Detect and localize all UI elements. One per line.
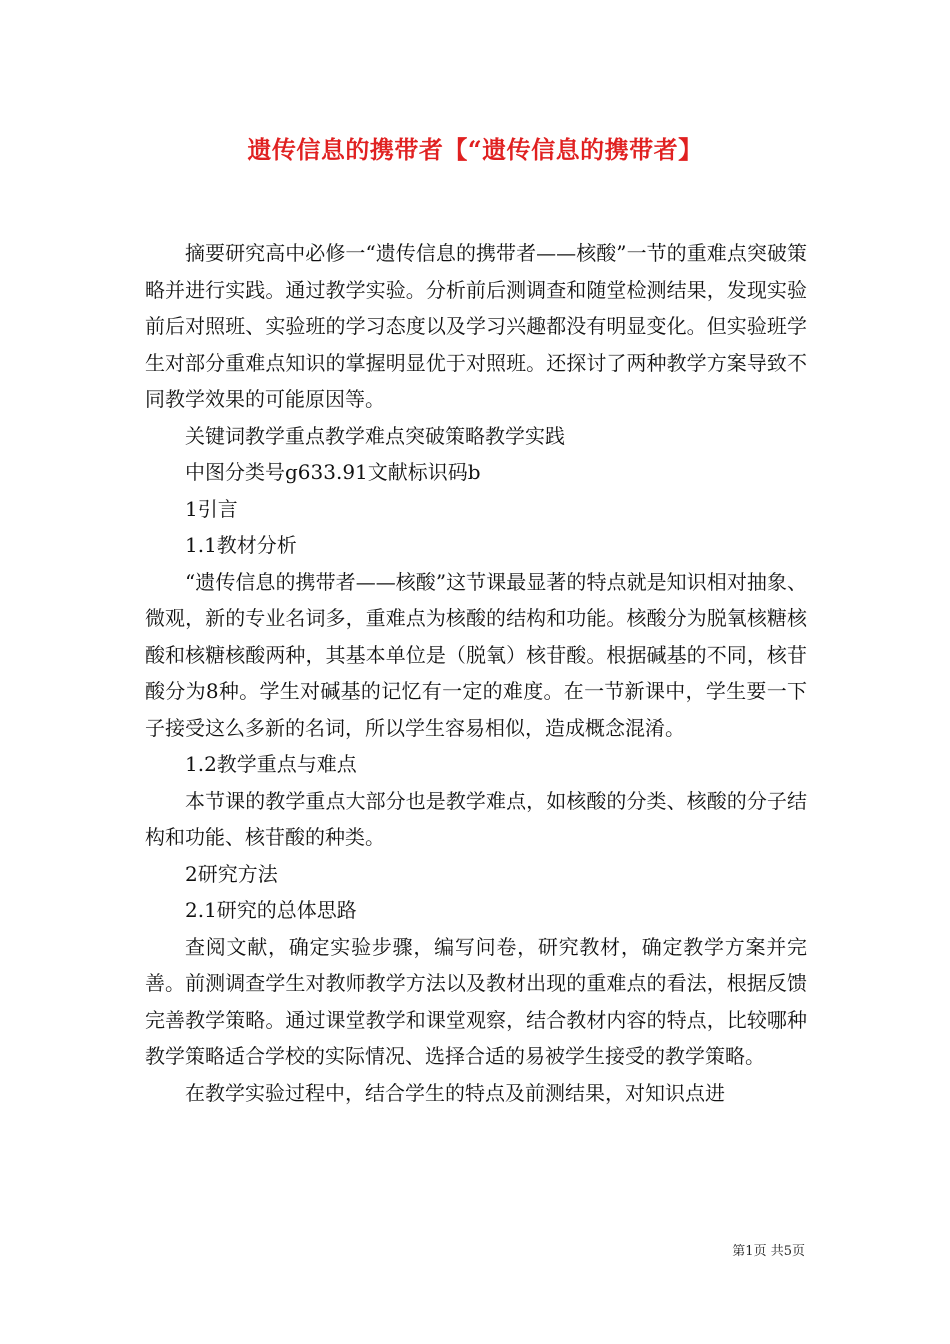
page-footer xyxy=(732,1240,805,1259)
keywords-line: 关键词教学重点教学难点突破策略教学实践 xyxy=(185,423,565,448)
abstract-paragraph: 摘要研究高中必修一“遗传信息的携带者——核酸”一节的重难点突破策略并进行实践。通过教学实验。分析前后测调查和随堂检测结果，发现实验前后对照班、实验班的学习态度以及学习兴趣都没有明显变化。但实验班学生对部分重难点知识的掌握明显优于对照班。还探讨了两种教学方案导致不同教学效果的可能原因等。 xyxy=(145,241,807,411)
experiment-paragraph: 在教学实验过程中，结合学生的特点及前测结果，对知识点进 xyxy=(185,1080,725,1105)
section-heading-intro: 1引言 xyxy=(185,496,238,521)
footer-prefix: 第 xyxy=(732,1244,746,1259)
section-heading-key-points: 1.2教学重点与难点 xyxy=(185,752,357,776)
page-title: 遗传信息的携带者【“遗传信息的携带者】 xyxy=(247,135,703,164)
footer-suffix: 页 xyxy=(791,1244,805,1259)
textbook-analysis-paragraph: “遗传信息的携带者——核酸”这节课最显著的特点就是知识相对抽象、微观，新的专业名词多，重难点为核酸的结构和功能。核酸分为脱氧核糖核酸和核糖核酸两种，其基本单位是（脱氧）核苷酸。根据碱基的不同，核苷酸分为8种。学生对碱基的记忆有一定的难度。在一节新课中，学生要一下子接受这么多新的名词，所以学生容易相似，造成概念混淆。 xyxy=(145,569,807,740)
classification-line: 中图分类号g633.91文献标识码b xyxy=(185,460,481,484)
footer-middle: 页 共 xyxy=(753,1244,784,1259)
section-heading-overall-approach: 2.1研究的总体思路 xyxy=(185,898,357,922)
key-points-paragraph: 本节课的教学重点大部分也是教学难点，如核酸的分类、核酸的分子结构和功能、核苷酸的种类。 xyxy=(145,788,807,849)
section-heading-textbook-analysis: 1.1教材分析 xyxy=(185,533,297,557)
section-heading-methods: 2研究方法 xyxy=(185,861,278,886)
overall-approach-paragraph: 查阅文献，确定实验步骤，编写问卷，研究教材，确定教学方案并完善。前测调查学生对教师教学方法以及教材出现的重难点的看法，根据反馈完善教学策略。通过课堂教学和课堂观察，结合教材内容的特点，比较哪种教学策略适合学校的实际情况、选择合适的易被学生接受的教学策略。 xyxy=(145,934,807,1068)
footer-total-pages: 5 xyxy=(783,1244,792,1259)
document-body xyxy=(145,235,807,1111)
footer-page-number: 1 xyxy=(745,1244,754,1259)
